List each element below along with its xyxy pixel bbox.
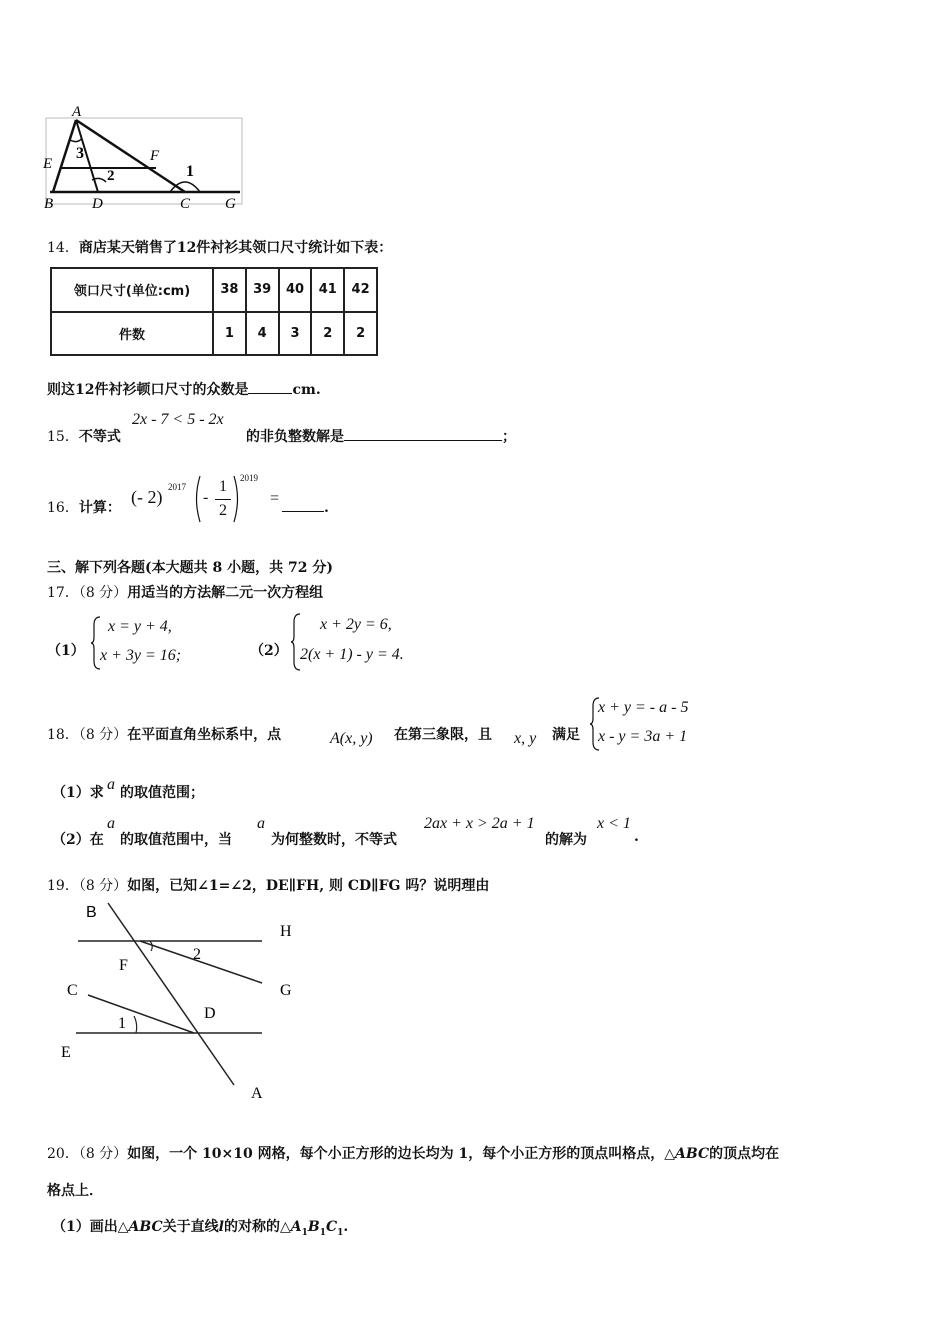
table-count-40: 3 [279,312,312,356]
q18-part2-solution: x < 1 [597,815,631,832]
q14-question [47,379,321,399]
q20-text-b: 的顶点均在 [709,1146,780,1162]
q14-answer-blank[interactable] [248,379,292,394]
q18-pre: 在平面直角坐标系中，点 [127,727,282,743]
question-16 [47,497,121,517]
triangle-figure-q13 [40,100,250,212]
q18-system-eq2: x - y = 3a + 1 [598,728,688,745]
q15-post: 的非负整数解是 [246,429,344,445]
q14-number: 14． [47,240,79,256]
fig19-label-one: 1 [118,1015,126,1032]
question-14 [47,237,392,257]
q20-abc: ABC [675,1146,710,1162]
fig19-label-H: H [280,923,292,940]
q18-part2-var2: a [257,815,265,832]
fig19-label-F: F [119,957,128,974]
q20-part1-abc: ABC [128,1219,163,1235]
q16-frac-bar [215,499,231,500]
label-G: G [225,196,236,212]
q18-part1-label: （1） [52,785,90,801]
question-17 [47,582,323,602]
question-19 [47,875,489,895]
label-A: A [72,104,82,120]
table-size-40: 40 [279,268,312,312]
angle-2-label: 2 [107,168,115,184]
q20-part1-mid2: 的对称的△ [223,1219,291,1235]
table-count-38: 1 [213,312,246,356]
q18-part2-var: a [107,815,115,832]
q17-part2-label: （2） [250,643,288,659]
q20-part1-a1: A [290,1219,302,1235]
q19-number: 19． [47,878,79,894]
q16-frac-den: 2 [219,502,227,519]
q17-part1-eq2: x + 3y = 16; [100,647,182,664]
q18-part2-end: . [634,829,639,845]
table-header-count: 件数 [51,312,213,356]
label-F: F [150,148,160,164]
q17-part1-eq1: x = y + 4, [108,618,172,635]
q17-part2-eq2: 2(x + 1) - y = 4. [300,646,404,663]
q17-part2-eq1: x + 2y = 6, [320,616,392,633]
table-size-42: 42 [344,268,377,312]
parallel-lines-figure-q19 [50,895,310,1110]
q15-pre: 不等式 [78,429,121,445]
q16-exp2: 2019 [240,473,258,483]
question-18 [47,724,281,744]
q17-score: （8 分） [78,585,128,601]
q20-part1-b1: B [307,1219,320,1235]
q18-vars: x, y [514,730,537,747]
q20-part1 [52,1216,348,1238]
fig19-label-A: A [251,1085,263,1102]
question-20 [47,1143,779,1163]
q18-part2-mid2: 为何整数时，不等式 [271,832,397,848]
q18-part2 [52,829,104,849]
q16-paren-left [192,474,202,524]
q20-part1-l: l [218,1219,224,1235]
q16-eq: = [270,490,280,507]
table-header-size: 领口尺寸(单位:cm) [51,268,213,312]
fig19-label-D: D [204,1005,216,1022]
q18-number: 18． [47,727,79,743]
q16-number: 16． [47,500,79,516]
fig19-label-E: E [61,1044,71,1061]
fig19-label-G: G [280,982,292,999]
q17-number: 17． [47,585,79,601]
angle-3-label: 3 [76,145,84,162]
q18-mid: 在第三象限，且 [394,727,492,743]
q18-system-eq1: x + y = - a - 5 [598,699,689,716]
q20-part1-label: （1） [52,1219,90,1235]
q15-end: ； [502,429,516,445]
q17-text: 用适当的方法解二元一次方程组 [127,585,324,601]
q18-post: 满足 [552,727,580,743]
angle-1-label: 1 [186,163,194,180]
fig19-label-B: B [86,904,97,921]
q18-part1-var: a [107,776,115,793]
q16-frac-num: 1 [219,478,227,495]
collar-size-table [50,267,378,356]
q15-tail [246,426,516,446]
q20-number: 20． [47,1146,79,1162]
q18-part2-label: （2） [52,832,90,848]
fig19-label-C: C [67,982,78,999]
label-C: C [180,196,191,212]
table-size-38: 38 [213,268,246,312]
q19-score: （8 分） [78,878,128,894]
q18-point: A(x, y) [330,730,373,747]
q20-part1-end: . [343,1219,349,1235]
q15-answer-blank[interactable] [344,426,502,441]
q18-part2-mid3: 的解为 [545,832,587,848]
q20-part1-c1: C [326,1219,338,1235]
q20-text-a: 如图，一个 10×10 网格，每个小正方形的边长均为 1，每个小正方形的顶点叫格点，△ [127,1146,676,1162]
q20-part1-sub-c: 1 [337,1227,344,1238]
q20-score: （8 分） [78,1146,128,1162]
q18-part1 [52,782,104,802]
q18-score: （8 分） [78,727,128,743]
q18-part2-inequality: 2ax + x > 2a + 1 [424,815,535,832]
q19-text: 如图，已知∠1=∠2，DE∥FH, 则 CD∥FG 吗？说明理由 [127,878,490,894]
fig19-label-two: 2 [193,946,201,963]
q18-part2-mid: 的取值范围中，当 [120,832,232,848]
table-count-41: 2 [311,312,344,356]
table-count-39: 4 [246,312,279,356]
q14-question-pre: 则这12件衬衫顿口尺寸的众数是 [47,382,249,398]
q18-part1-pre: 求 [89,785,104,801]
q16-pre: 计算： [78,500,121,516]
q20-part1-sub-a: 1 [301,1227,308,1238]
q15-number: 15． [47,429,79,445]
q20-part1-mid: 关于直线 [162,1219,219,1235]
q14-question-post: cm. [292,382,321,398]
q16-minus: - [203,489,209,506]
table-count-42: 2 [344,312,377,356]
table-size-39: 39 [246,268,279,312]
q18-part1-post: 的取值范围； [120,785,204,801]
q16-exp1: 2017 [168,482,186,492]
q16-tail [282,497,329,516]
q16-end: . [324,500,329,516]
section-3-title: 三、解下列各题(本大题共 8 小题，共 72 分) [47,560,333,576]
q17-part1-label: （1） [47,643,85,659]
q20-part1-sub-b: 1 [319,1227,326,1238]
q16-answer-blank[interactable] [282,497,324,512]
q15-inequality: 2x - 7 < 5 - 2x [132,411,224,428]
label-E: E [43,156,53,172]
label-B: B [44,196,54,212]
table-size-41: 41 [311,268,344,312]
q20-text-c: 格点上． [47,1183,103,1199]
q14-text: 商店某天销售了12件衬衫其领口尺寸统计如下表： [78,240,393,256]
q18-part2-pre: 在 [89,832,104,848]
q20-part1-pre: 画出△ [89,1219,129,1235]
question-15 [47,426,121,446]
q16-base1: (- 2) [131,487,163,507]
label-D: D [92,196,103,212]
